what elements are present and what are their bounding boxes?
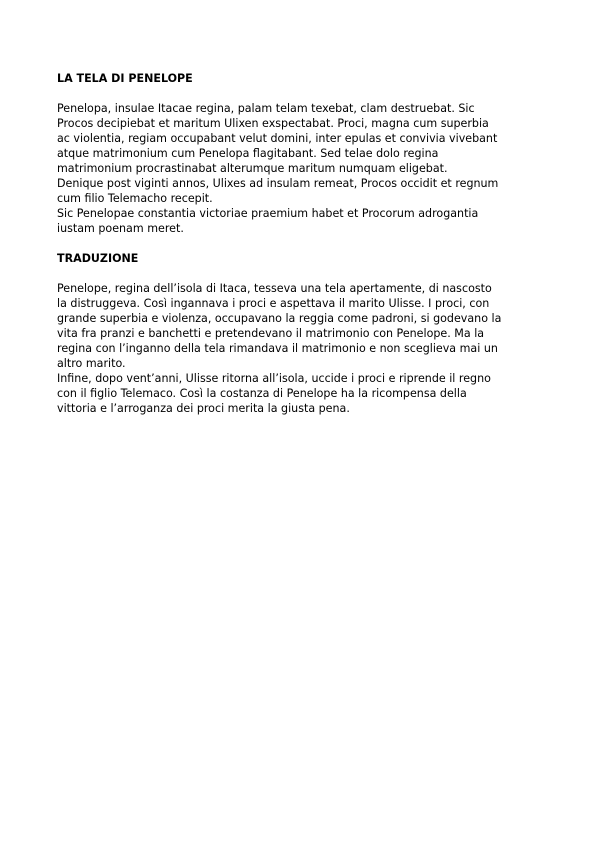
text-line: atque matrimonium cum Penelopa flagitabant. Sed telae dolo regina <box>57 147 439 160</box>
text-line: ac violentia, regiam occupabant velut domini, inter epulas et convivia vivebant <box>57 132 498 145</box>
text-line: Procos decipiebat et maritum Ulixen exspectabat. Proci, magna cum superbia <box>57 117 489 130</box>
spacer <box>57 266 543 281</box>
latin-title: LA TELA DI PENELOPE <box>57 72 193 85</box>
text-line: Penelopa, insulae Itacae regina, palam telam texebat, clam destruebat. Sic <box>57 102 475 115</box>
text-line: iustam poenam meret. <box>57 222 184 235</box>
text-line: vita fra pranzi e banchetti e pretendevano il matrimonio con Penelope. Ma la <box>57 327 485 340</box>
text-line: Denique post viginti annos, Ulixes ad insulam remeat, Procos occidit et regnum <box>57 177 499 190</box>
text-line: altro marito. <box>57 357 126 370</box>
spacer <box>57 236 543 251</box>
document-content <box>57 71 543 416</box>
text-line: la distruggeva. Così ingannava i proci e aspettava il marito Ulisse. I proci, con <box>57 297 490 310</box>
text-line: cum filio Telemacho recepit. <box>57 192 213 205</box>
latin-paragraph-2 <box>57 176 543 206</box>
latin-paragraph-1 <box>57 101 543 176</box>
text-line: vittoria e l’arroganza dei proci merita la giusta pena. <box>57 402 350 415</box>
text-line: grande superbia e violenza, occupavano la reggia come padroni, si godevano la <box>57 312 502 325</box>
translation-title: TRADUZIONE <box>57 252 139 265</box>
latin-paragraph-3 <box>57 206 543 236</box>
text-line: Penelope, regina dell’isola di Itaca, tesseva una tela apertamente, di nascosto <box>57 282 492 295</box>
text-line: regina con l’inganno della tela rimandava il matrimonio e non sceglieva mai un <box>57 342 498 355</box>
text-line: Infine, dopo vent’anni, Ulisse ritorna all’isola, uccide i proci e riprende il regno <box>57 372 491 385</box>
text-line: matrimonium procrastinabat alterumque maritum numquam eligebat. <box>57 162 448 175</box>
text-line: Sic Penelopae constantia victoriae praemium habet et Procorum adrogantia <box>57 207 479 220</box>
text-line: con il figlio Telemaco. Così la costanza di Penelope ha la ricompensa della <box>57 387 467 400</box>
translation-paragraph-1 <box>57 281 543 371</box>
spacer <box>57 86 543 101</box>
translation-paragraph-2 <box>57 371 543 416</box>
